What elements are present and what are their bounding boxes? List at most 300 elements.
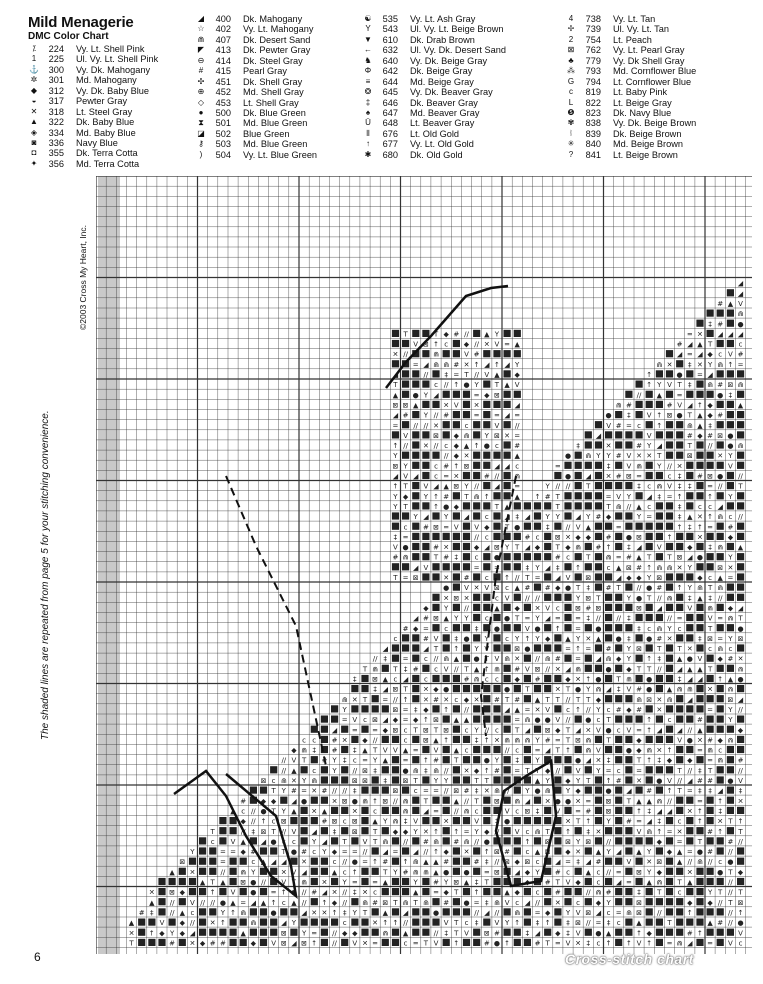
svg-text:◢: ◢ xyxy=(687,340,693,349)
svg-text:◆: ◆ xyxy=(250,939,256,948)
svg-text:⋒: ⋒ xyxy=(382,837,389,846)
svg-text:⊠: ⊠ xyxy=(260,777,267,785)
svg-text:c: c xyxy=(403,736,408,745)
svg-text:●: ● xyxy=(402,766,409,775)
svg-text:⋒: ⋒ xyxy=(686,685,693,694)
svg-text:#: # xyxy=(463,574,470,582)
svg-text:↑: ↑ xyxy=(473,442,480,451)
svg-text://: // xyxy=(220,868,226,877)
svg-text:#: # xyxy=(301,848,308,856)
svg-text:=: = xyxy=(351,848,358,856)
svg-text:⊠: ⊠ xyxy=(585,909,592,917)
svg-text:⋒: ⋒ xyxy=(473,675,480,684)
svg-text:T: T xyxy=(636,756,642,765)
svg-text:⋒: ⋒ xyxy=(625,675,632,684)
svg-text:T: T xyxy=(738,827,743,836)
svg-text:T: T xyxy=(271,827,276,836)
svg-text:◆: ◆ xyxy=(687,756,693,765)
svg-text:◢: ◢ xyxy=(616,878,622,887)
svg-text:●: ● xyxy=(717,472,724,481)
svg-text:◢: ◢ xyxy=(687,939,693,948)
svg-text://: // xyxy=(403,919,408,928)
square-half-icon: ◘ xyxy=(31,148,37,158)
svg-text:‡: ‡ xyxy=(454,634,459,643)
svg-text:T: T xyxy=(494,502,500,511)
svg-text:V: V xyxy=(494,340,500,349)
svg-text:T: T xyxy=(403,482,408,491)
svg-text:T: T xyxy=(271,807,276,816)
svg-text://: // xyxy=(717,482,723,491)
svg-text:◢: ◢ xyxy=(555,574,561,582)
svg-text:◢: ◢ xyxy=(545,614,551,623)
svg-text://: // xyxy=(342,898,348,907)
svg-text:V: V xyxy=(433,939,439,948)
svg-text:Y: Y xyxy=(515,634,520,643)
svg-text:c: c xyxy=(606,563,611,572)
svg-text:⊠: ⊠ xyxy=(717,563,724,572)
svg-text:◢: ◢ xyxy=(291,939,297,948)
svg-text:▲: ▲ xyxy=(484,330,490,339)
svg-text:●: ● xyxy=(260,807,267,816)
svg-text:⋒: ⋒ xyxy=(686,421,693,430)
svg-text:◢: ◢ xyxy=(727,330,734,339)
color-key-row xyxy=(362,139,506,149)
svg-text:=: = xyxy=(473,411,480,420)
svg-text:‡: ‡ xyxy=(525,929,530,938)
svg-text:↑: ↑ xyxy=(717,797,724,806)
color-name: Vy. Lt. Old Gold xyxy=(410,139,474,150)
svg-text:T: T xyxy=(707,766,713,775)
svg-text:V: V xyxy=(626,858,632,867)
svg-text:✕: ✕ xyxy=(676,462,683,471)
svg-text:◢: ◢ xyxy=(514,401,520,410)
svg-text://: // xyxy=(707,442,713,451)
svg-text:T: T xyxy=(504,523,510,532)
dmc-number: 452 xyxy=(215,87,231,98)
dmc-number: 642 xyxy=(382,66,398,77)
svg-text:✕: ✕ xyxy=(351,807,358,816)
svg-text:↑: ↑ xyxy=(646,939,653,948)
svg-text:◆: ◆ xyxy=(626,574,632,582)
one-digit-icon: 1 xyxy=(31,54,37,64)
svg-text:⋒: ⋒ xyxy=(443,360,450,369)
svg-text:c: c xyxy=(515,746,520,755)
svg-text:‡: ‡ xyxy=(474,787,479,796)
svg-text:Y: Y xyxy=(535,563,540,572)
svg-text:#: # xyxy=(656,584,663,593)
svg-text:●: ● xyxy=(605,411,612,420)
svg-text:=: = xyxy=(402,533,409,542)
svg-text:=: = xyxy=(707,939,714,948)
svg-text:‡: ‡ xyxy=(312,746,316,755)
svg-text:c: c xyxy=(393,675,398,684)
svg-text:⊠: ⊠ xyxy=(280,817,287,826)
svg-text:⋒: ⋒ xyxy=(301,746,308,755)
svg-text://: // xyxy=(565,523,571,532)
svg-text://: // xyxy=(261,878,266,887)
svg-text:⊠: ⊠ xyxy=(382,898,389,907)
svg-text:V: V xyxy=(656,543,662,552)
svg-text:●: ● xyxy=(686,736,693,745)
svg-text:◢: ◢ xyxy=(707,371,713,379)
color-name: Md. Beige Brown xyxy=(613,139,683,150)
svg-text:Y: Y xyxy=(707,360,713,369)
svg-text:#: # xyxy=(615,421,622,430)
svg-text:✕: ✕ xyxy=(575,848,582,856)
svg-text:=: = xyxy=(615,909,622,917)
svg-text:‡: ‡ xyxy=(353,675,357,684)
svg-text:↑: ↑ xyxy=(260,817,267,826)
svg-text:=: = xyxy=(473,898,480,907)
svg-text:↑: ↑ xyxy=(433,827,439,836)
svg-text:✕: ✕ xyxy=(605,442,612,451)
svg-text:⋒: ⋒ xyxy=(493,665,500,674)
svg-text:Y: Y xyxy=(667,624,672,633)
svg-text:T: T xyxy=(657,452,662,461)
dmc-number: 840 xyxy=(585,139,601,150)
svg-text://: // xyxy=(240,827,246,836)
svg-text:c: c xyxy=(484,614,489,623)
svg-text://: // xyxy=(738,513,743,522)
svg-text:▲: ▲ xyxy=(494,371,500,379)
svg-text://: // xyxy=(362,848,368,856)
svg-text:⋒: ⋒ xyxy=(240,909,247,917)
svg-text:◢: ◢ xyxy=(321,888,328,897)
svg-text:#: # xyxy=(392,553,399,562)
svg-text:⊠: ⊠ xyxy=(453,482,460,491)
svg-text:↑: ↑ xyxy=(696,929,703,938)
svg-text://: // xyxy=(514,574,520,582)
color-key-row xyxy=(362,56,506,66)
svg-text:◆: ◆ xyxy=(331,848,338,856)
svg-text:⋒: ⋒ xyxy=(696,584,703,593)
svg-text:▲: ▲ xyxy=(727,675,734,684)
spade-up-icon: ♠ xyxy=(365,107,371,117)
svg-text:✕: ✕ xyxy=(737,797,744,806)
svg-text:◢: ◢ xyxy=(463,513,470,522)
svg-text:V: V xyxy=(494,421,500,430)
svg-text:●: ● xyxy=(605,665,612,674)
svg-text:c: c xyxy=(616,919,621,928)
color-name: Dk. Drab Brown xyxy=(410,34,475,45)
color-key-row xyxy=(565,129,696,139)
svg-text:●: ● xyxy=(717,391,724,400)
svg-text:⊠: ⊠ xyxy=(585,837,592,846)
color-key-row xyxy=(362,45,506,55)
svg-text:c: c xyxy=(708,574,713,582)
svg-text:⊠: ⊠ xyxy=(565,837,571,846)
svg-text:◆: ◆ xyxy=(402,492,409,501)
svg-text:⋒: ⋒ xyxy=(656,624,663,633)
svg-text:✕: ✕ xyxy=(311,787,318,796)
svg-text:T: T xyxy=(210,878,215,887)
svg-text:⋒: ⋒ xyxy=(717,756,724,765)
svg-text:T: T xyxy=(362,665,368,674)
svg-text:⊠: ⊠ xyxy=(422,726,429,735)
dmc-number: 839 xyxy=(585,128,601,139)
svg-text:c: c xyxy=(677,624,682,633)
svg-text:‡: ‡ xyxy=(444,371,448,379)
color-key-row xyxy=(565,87,696,97)
svg-text:●: ● xyxy=(676,371,683,379)
svg-text:⊠: ⊠ xyxy=(737,634,744,643)
svg-text:V: V xyxy=(626,726,632,735)
svg-text:⋒: ⋒ xyxy=(392,817,399,826)
svg-text:V: V xyxy=(464,584,469,593)
svg-text:T: T xyxy=(474,797,479,806)
svg-text:⊠: ⊠ xyxy=(433,614,439,623)
svg-text:c: c xyxy=(271,777,276,785)
svg-text:◆: ◆ xyxy=(636,746,642,755)
color-name: Md. Baby Blue xyxy=(76,127,136,138)
svg-text:T: T xyxy=(291,878,297,887)
svg-text:✕: ✕ xyxy=(504,431,511,440)
svg-text:✕: ✕ xyxy=(717,452,724,461)
svg-text:◢: ◢ xyxy=(311,827,317,836)
color-key-row xyxy=(28,138,158,148)
dmc-number: 646 xyxy=(382,97,398,108)
svg-text:●: ● xyxy=(534,716,541,725)
svg-text:↑: ↑ xyxy=(676,492,683,501)
svg-text:Y: Y xyxy=(728,553,733,562)
color-name: Ul. Vy. Dk. Desert Sand xyxy=(410,45,506,56)
svg-text:Y: Y xyxy=(586,685,591,694)
svg-text://: // xyxy=(453,665,459,674)
color-name: Dk. Beige Brown xyxy=(613,128,682,139)
svg-text:#: # xyxy=(453,837,460,846)
svg-text:=: = xyxy=(514,411,521,420)
svg-text:◢: ◢ xyxy=(737,279,744,288)
svg-text:◢: ◢ xyxy=(616,574,622,582)
svg-text:=: = xyxy=(514,766,521,775)
svg-text://: // xyxy=(687,726,693,735)
svg-text:V: V xyxy=(636,827,642,836)
svg-text:⋒: ⋒ xyxy=(737,310,744,319)
diamond-filled-icon: ◆ xyxy=(30,85,38,95)
flag-icon: ◪ xyxy=(197,128,205,138)
svg-text:⋒: ⋒ xyxy=(402,807,409,816)
svg-text:⋒: ⋒ xyxy=(717,543,724,552)
svg-text:Y: Y xyxy=(190,848,195,856)
svg-text://: // xyxy=(169,898,175,907)
svg-text:#: # xyxy=(676,340,683,349)
svg-text:c: c xyxy=(708,502,713,511)
svg-text:⊠: ⊠ xyxy=(575,919,582,928)
svg-text:▲: ▲ xyxy=(423,858,429,867)
svg-text:↑: ↑ xyxy=(483,736,490,745)
svg-text:●: ● xyxy=(483,756,490,765)
svg-text:V: V xyxy=(514,381,520,390)
svg-text:◆: ◆ xyxy=(656,837,662,846)
svg-text:T: T xyxy=(362,695,368,704)
svg-text://: // xyxy=(717,594,723,603)
svg-text:◆: ◆ xyxy=(737,868,744,877)
svg-text:=: = xyxy=(443,523,450,532)
svg-text:#: # xyxy=(493,695,500,704)
svg-text:=: = xyxy=(412,360,419,369)
svg-text:✕: ✕ xyxy=(443,401,450,410)
svg-text:⊠: ⊠ xyxy=(534,665,541,674)
svg-text:◆: ◆ xyxy=(575,878,581,887)
svg-text:T: T xyxy=(606,736,611,745)
triad-icon: ⁂ xyxy=(567,66,575,76)
svg-text:T: T xyxy=(393,381,398,390)
svg-text:●: ● xyxy=(250,888,257,897)
svg-text:c: c xyxy=(484,675,489,684)
svg-text:‡: ‡ xyxy=(444,929,448,938)
svg-text:⊠: ⊠ xyxy=(351,827,358,836)
svg-text://: // xyxy=(738,766,743,775)
svg-text:⊠: ⊠ xyxy=(341,797,348,806)
svg-text:⋒: ⋒ xyxy=(433,360,439,369)
svg-text:c: c xyxy=(677,817,682,826)
svg-text:⊠: ⊠ xyxy=(554,533,561,542)
svg-text:#: # xyxy=(737,756,744,765)
svg-text:⊠: ⊠ xyxy=(646,695,653,704)
svg-text:=: = xyxy=(666,939,673,948)
svg-text:▲: ▲ xyxy=(636,848,642,856)
svg-text:◢: ◢ xyxy=(189,929,196,938)
svg-text:⊠: ⊠ xyxy=(280,939,287,948)
svg-text:V: V xyxy=(291,868,297,877)
svg-text:●: ● xyxy=(443,685,450,694)
svg-text:V: V xyxy=(738,777,743,785)
stitch-grid-svg xyxy=(96,176,752,954)
svg-text:⊠: ⊠ xyxy=(240,878,247,887)
svg-text:●: ● xyxy=(270,837,277,846)
svg-text:#: # xyxy=(696,716,703,725)
svg-text:Y: Y xyxy=(575,837,581,846)
svg-text:T: T xyxy=(413,726,418,735)
svg-text:Y: Y xyxy=(575,634,581,643)
svg-text:↑: ↑ xyxy=(483,492,490,501)
svg-text:◆: ◆ xyxy=(626,665,632,674)
svg-text:✕: ✕ xyxy=(636,777,642,785)
svg-text:⊠: ⊠ xyxy=(625,563,632,572)
svg-text:↑: ↑ xyxy=(575,645,582,654)
svg-text:◆: ◆ xyxy=(179,929,185,938)
svg-text:↑: ↑ xyxy=(646,381,653,390)
svg-text:Y: Y xyxy=(728,716,733,725)
svg-text:V: V xyxy=(626,685,632,694)
svg-text:⋒: ⋒ xyxy=(402,553,409,562)
svg-text:‡: ‡ xyxy=(586,584,591,593)
dmc-number: 301 xyxy=(48,75,64,86)
svg-text:=: = xyxy=(382,695,389,704)
svg-text:c: c xyxy=(342,868,347,877)
svg-text:●: ● xyxy=(727,858,734,867)
svg-text:✕: ✕ xyxy=(463,360,470,369)
svg-text:⊠: ⊠ xyxy=(169,888,176,897)
svg-text:‡: ‡ xyxy=(566,929,570,938)
svg-text:✕: ✕ xyxy=(565,533,571,542)
svg-text:#: # xyxy=(625,553,632,562)
svg-text:T: T xyxy=(606,716,611,725)
svg-text:✕: ✕ xyxy=(575,797,582,806)
svg-text:▲: ▲ xyxy=(291,807,297,816)
svg-text:⊠: ⊠ xyxy=(544,837,551,846)
svg-text:‡: ‡ xyxy=(373,766,377,775)
dmc-number: 318 xyxy=(48,106,64,117)
svg-text:●: ● xyxy=(615,634,622,643)
svg-text:▲: ▲ xyxy=(697,411,703,420)
svg-text:◆: ◆ xyxy=(707,411,713,420)
y-mark-icon: Y xyxy=(365,24,371,34)
svg-text:⋒: ⋒ xyxy=(493,898,500,907)
svg-text:◆: ◆ xyxy=(585,533,591,542)
color-name: Dk. Baby Blue xyxy=(76,117,135,128)
svg-text:‡: ‡ xyxy=(688,482,692,491)
svg-text:◆: ◆ xyxy=(514,675,520,684)
svg-text:T: T xyxy=(484,777,489,785)
color-name: Pearl Gray xyxy=(243,66,287,77)
svg-text:V: V xyxy=(728,350,733,359)
svg-text:Y: Y xyxy=(464,482,469,491)
diamond-dot-icon: ◇ xyxy=(197,97,205,107)
svg-text:Y: Y xyxy=(423,411,429,420)
svg-text:c: c xyxy=(363,716,367,725)
svg-text:✕: ✕ xyxy=(463,848,470,856)
svg-text:c: c xyxy=(494,675,499,684)
svg-text:◢: ◢ xyxy=(545,746,551,755)
svg-text:✕: ✕ xyxy=(666,634,673,643)
svg-text:◢: ◢ xyxy=(697,675,703,684)
svg-text:=: = xyxy=(372,726,379,735)
svg-text:V: V xyxy=(271,939,276,948)
svg-text:✕: ✕ xyxy=(717,817,724,826)
svg-text:◢: ◢ xyxy=(687,695,693,704)
color-name: Dk. Beige Gray xyxy=(410,66,473,77)
svg-text:↑: ↑ xyxy=(575,563,582,572)
svg-text:▲: ▲ xyxy=(687,665,693,674)
svg-text://: // xyxy=(525,594,530,603)
svg-text://: // xyxy=(535,655,540,664)
svg-text:⊠: ⊠ xyxy=(392,706,399,714)
svg-text:c: c xyxy=(423,675,428,684)
svg-text:c: c xyxy=(413,787,418,796)
svg-text:✕: ✕ xyxy=(605,472,612,481)
svg-text:T: T xyxy=(555,695,560,704)
svg-text:c: c xyxy=(403,523,408,532)
svg-text:●: ● xyxy=(483,442,490,451)
svg-text://: // xyxy=(656,909,662,917)
svg-text:↑: ↑ xyxy=(707,492,714,501)
svg-text:✕: ✕ xyxy=(443,695,450,704)
splat-icon: ✳ xyxy=(567,139,575,149)
svg-text:●: ● xyxy=(463,868,470,877)
svg-text:#: # xyxy=(443,492,450,501)
svg-text:=: = xyxy=(676,614,683,623)
svg-text:c: c xyxy=(718,350,723,359)
svg-text:↑: ↑ xyxy=(433,340,439,349)
svg-text:◆: ◆ xyxy=(484,391,490,400)
svg-text:c: c xyxy=(332,858,337,867)
svg-text:◆: ◆ xyxy=(240,817,246,826)
svg-text://: // xyxy=(738,837,743,846)
svg-text:T: T xyxy=(525,766,530,775)
c-open-icon: c xyxy=(569,87,573,97)
svg-text:Y: Y xyxy=(413,827,418,836)
svg-text:◢: ◢ xyxy=(524,726,531,735)
svg-text:Y: Y xyxy=(312,837,317,846)
svg-text:c: c xyxy=(667,716,672,725)
dagger-icon: ‡ xyxy=(365,97,371,107)
svg-text:▲: ▲ xyxy=(656,391,662,400)
svg-text:Y: Y xyxy=(474,381,479,390)
cross-dots-icon: ✣ xyxy=(197,76,205,86)
svg-text:◆: ◆ xyxy=(697,431,703,440)
svg-text:=: = xyxy=(412,746,419,755)
